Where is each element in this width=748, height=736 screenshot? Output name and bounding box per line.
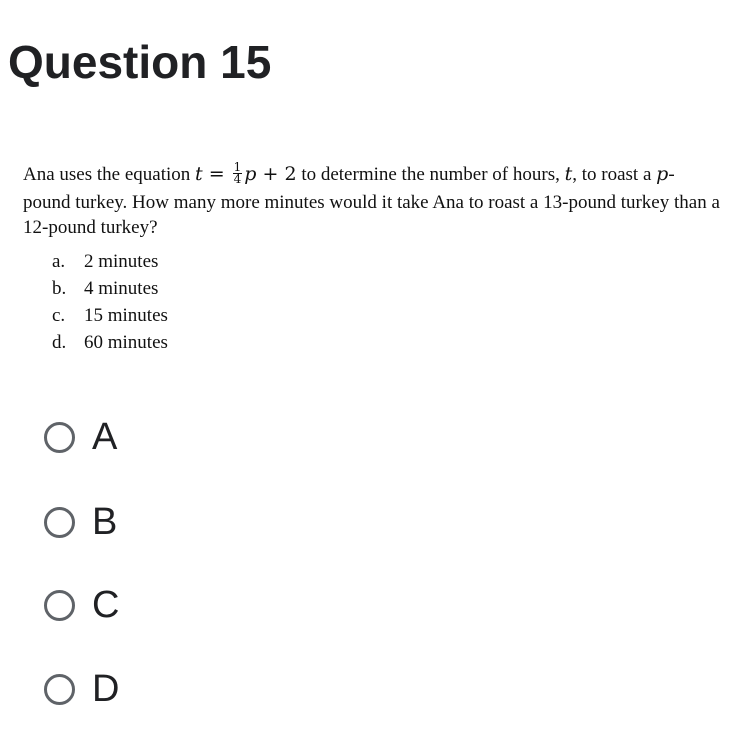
choice-letter: b. [52, 278, 67, 299]
choice-text: 60 minutes [84, 332, 168, 353]
radio-option-c[interactable] [44, 580, 344, 630]
radio-option-b[interactable] [44, 497, 344, 547]
option-label[interactable]: B [92, 501, 118, 543]
equation-fraction [233, 162, 243, 185]
radio-circle-icon[interactable] [44, 590, 75, 621]
choice-text: 2 minutes [84, 251, 159, 272]
choice-item [52, 329, 168, 356]
choice-text: 15 minutes [84, 305, 168, 326]
question-title: Question 15 [8, 36, 272, 88]
option-label[interactable]: A [92, 416, 118, 458]
choice-letter: c. [52, 305, 66, 326]
radio-option-d[interactable] [44, 664, 344, 714]
radio-option-a[interactable] [44, 412, 344, 462]
question-mid-text-2: , to roast a [572, 164, 657, 185]
hours-variable-t: t [564, 163, 573, 185]
choice-letter: a. [52, 251, 66, 272]
question-hyphen: - [668, 164, 675, 185]
choice-item [52, 275, 168, 302]
equation-equals: = [202, 163, 231, 185]
question-line-2: pound turkey. How many more minutes would it take Ana to roast a 13-pound turkey than a 12-pound turkey? [23, 192, 720, 238]
choice-text: 4 minutes [84, 278, 159, 299]
answer-choice-list [52, 248, 168, 356]
radio-circle-icon[interactable] [44, 674, 75, 705]
equation-plus-two: + 2 [256, 163, 297, 185]
choice-letter: d. [52, 332, 67, 353]
option-label[interactable]: D [92, 668, 120, 710]
fraction-denominator: 4 [233, 172, 242, 187]
question-intro: Ana uses the equation [23, 164, 196, 185]
option-label[interactable]: C [92, 584, 120, 626]
equation-variable-t: t [195, 163, 203, 185]
pound-variable-p: p [656, 163, 669, 185]
question-text [23, 159, 728, 240]
choice-item [52, 302, 168, 329]
question-line-1 [23, 159, 728, 190]
radio-circle-icon[interactable] [44, 507, 75, 538]
radio-circle-icon[interactable] [44, 422, 75, 453]
choice-item [52, 248, 168, 275]
fraction-numerator: 1 [233, 160, 242, 175]
question-mid-text: to determine the number of hours, [296, 164, 565, 185]
equation-variable-p: p [244, 163, 257, 185]
